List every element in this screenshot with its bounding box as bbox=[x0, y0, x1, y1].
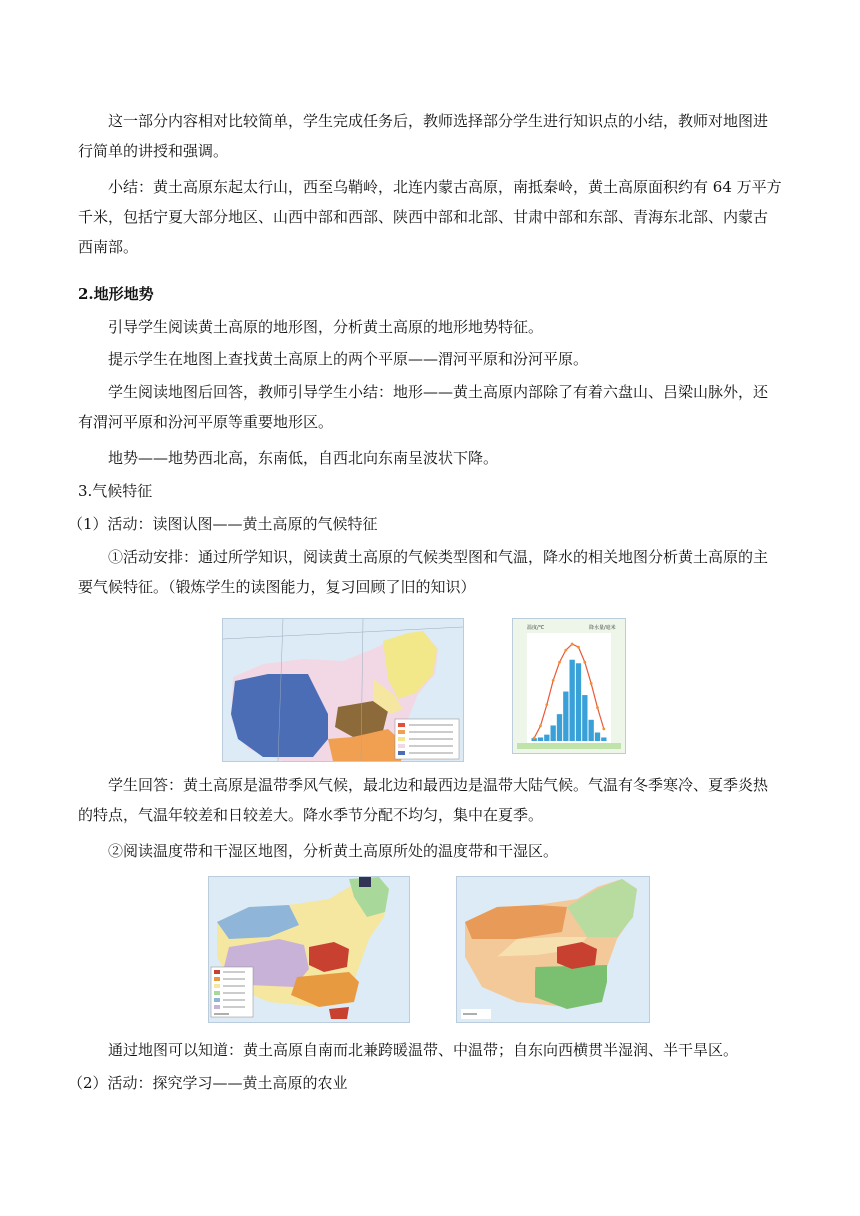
temperature-point bbox=[552, 679, 555, 682]
precip-bar bbox=[582, 695, 587, 741]
paragraph-read-maps: ②阅读温度带和干湿区地图，分析黄土高原所处的温度带和干湿区。 bbox=[108, 842, 559, 860]
temperature-point bbox=[583, 661, 586, 664]
temperature-point bbox=[558, 661, 561, 664]
activity-2-title: （2）活动：探究学习——黄土高原的农业 bbox=[68, 1074, 348, 1092]
precip-bar bbox=[551, 725, 556, 741]
temperature-point bbox=[602, 727, 605, 730]
temperature-point bbox=[577, 646, 580, 649]
paragraph-terrain-guide: 引导学生阅读黄土高原的地形图，分析黄土高原的地形地势特征。 bbox=[108, 318, 544, 336]
right-axis-label: 降水量/毫米 bbox=[589, 625, 616, 631]
temperature-point bbox=[545, 703, 548, 706]
paragraph-conclusion: 通过地图可以知道：黄土高原自南而北兼跨暖温带、中温带；自东向西横贯半湿润、半干旱区。 bbox=[108, 1041, 739, 1059]
heading-climate: 3.气候特征 bbox=[78, 482, 153, 500]
temperature-point bbox=[596, 706, 599, 709]
moisture-region-map bbox=[456, 876, 650, 1023]
precip-bar bbox=[563, 692, 568, 741]
temperature-point bbox=[571, 643, 574, 646]
heading-terrain: 2.地形地势 bbox=[78, 285, 154, 303]
activity-1-title: （1）活动：读图认图——黄土高原的气候特征 bbox=[68, 515, 378, 533]
precip-bar bbox=[589, 720, 594, 741]
precip-bar bbox=[538, 737, 543, 741]
paragraph-summary-intro: 这一部分内容相对比较简单，学生完成任务后，教师选择部分学生进行知识点的小结，教师对地图进行简单的讲授和强调。 bbox=[78, 112, 769, 160]
temperature-point bbox=[564, 649, 567, 652]
climate-chart bbox=[512, 618, 626, 754]
precip-bar bbox=[601, 737, 606, 741]
paragraph-summary: 小结：黄土高原东起太行山，西至乌鞘岭，北连内蒙古高原，南抵秦岭，黄土高原面积约有 64 万平方千米，包括宁夏大部分地区、山西中部和西部、陕西中部和北部、甘肃中部和东部、青海东北部、内蒙古西南部。 bbox=[78, 178, 782, 256]
temperature-zone-map bbox=[208, 876, 410, 1023]
precip-bar bbox=[576, 663, 581, 741]
precip-bar bbox=[595, 733, 600, 741]
temperature-point bbox=[539, 724, 542, 727]
temperature-point bbox=[590, 682, 593, 685]
temperature-point bbox=[533, 737, 536, 740]
paragraph-student-answer: 学生回答：黄土高原是温带季风气候，最北边和最西边是温带大陆气候。气温有冬季寒冷、夏季炎热的特点，气温年较差和日较差大。降水季节分配不均匀，集中在夏季。 bbox=[78, 776, 769, 824]
paragraph-slope: 地势——地势西北高，东南低，自西北向东南呈波状下降。 bbox=[108, 449, 499, 467]
left-axis-label: 温度/℃ bbox=[527, 625, 545, 631]
climate-type-map bbox=[222, 618, 464, 762]
paragraph-terrain-hint: 提示学生在地图上查找黄土高原上的两个平原——渭河平原和汾河平原。 bbox=[108, 350, 589, 368]
precip-bar bbox=[544, 735, 549, 741]
precip-bar bbox=[557, 714, 562, 741]
precip-bar bbox=[570, 660, 575, 741]
paragraph-activity-plan: ①活动安排：通过所学知识，阅读黄土高原的气候类型图和气温，降水的相关地图分析黄土高原的主要气候特征。（锻炼学生的读图能力，复习回顾了旧的知识） bbox=[78, 548, 769, 596]
paragraph-terrain-answer: 学生阅读地图后回答，教师引导学生小结：地形——黄土高原内部除了有着六盘山、吕梁山脉外，还有渭河平原和汾河平原等重要地形区。 bbox=[78, 383, 769, 431]
